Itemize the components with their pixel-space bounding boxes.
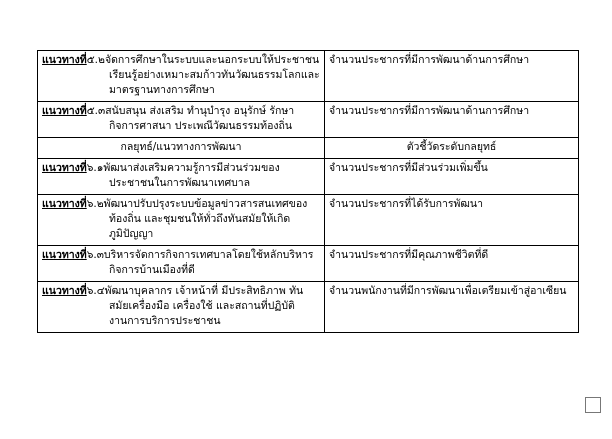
guideline-text: บริหารจัดการกิจการเทศบาลโดยใช้หลักบริหารกิจการบ้านเมืองที่ดี bbox=[103, 249, 314, 276]
guideline-text: พัฒนาปรับปรุงระบบข้อมูลข่าวสารสนเทศของท้องถิ่น และชุมชนให้ทั่วถึงทันสมัยให้เกิดภูมิปัญญา bbox=[103, 198, 308, 240]
guideline-number: ๖.๔ bbox=[86, 285, 105, 297]
table-row bbox=[38, 282, 579, 333]
indicator-cell: จำนวนประชากรที่มีคุณภาพชีวิตที่ดี bbox=[325, 246, 579, 282]
guideline-label: แนวทางที่ bbox=[42, 249, 87, 261]
indicator-cell: จำนวนประชากรที่มีการพัฒนาด้านการศึกษา bbox=[325, 51, 579, 102]
guideline-cell bbox=[38, 195, 325, 246]
guideline-number: ๕.๓ bbox=[86, 105, 106, 117]
indicator-cell: จำนวนประชากรที่มีส่วนร่วมเพิ่มขึ้น bbox=[325, 159, 579, 195]
table-row bbox=[38, 102, 579, 138]
guideline-cell bbox=[38, 246, 325, 282]
guideline-label: แนวทางที่ bbox=[42, 285, 87, 297]
table-header-row bbox=[38, 138, 579, 159]
guideline-label: แนวทางที่ bbox=[42, 198, 87, 210]
guideline-number: ๕.๒ bbox=[86, 54, 105, 66]
strategy-table bbox=[37, 50, 579, 333]
table-row bbox=[38, 246, 579, 282]
table-row bbox=[38, 195, 579, 246]
page-corner-box bbox=[585, 397, 601, 413]
guideline-text: พัฒนาส่งเสริมความรู้การมีส่วนร่วมของประชาชนในการพัฒนาเทศบาล bbox=[103, 162, 280, 189]
guideline-label: แนวทางที่ bbox=[42, 105, 87, 117]
indicator-cell: จำนวนพนักงานที่มีการพัฒนาเพื่อเตรียมเข้าสู่อาเซียน bbox=[325, 282, 579, 333]
indicator-cell: จำนวนประชากรที่มีการพัฒนาด้านการศึกษา bbox=[325, 102, 579, 138]
guideline-number: ๖.๓ bbox=[86, 249, 104, 261]
guideline-text: จัดการศึกษาในระบบและนอกระบบให้ประชาชนเรียนรู้อย่างเหมาะสมก้าวทันวัฒนธรรมโลกและมาตรฐานทางการศึกษา bbox=[104, 54, 320, 96]
table-row bbox=[38, 159, 579, 195]
guideline-text: พัฒนาบุคลากร เจ้าหน้าที่ มีประสิทธิภาพ ทันสมัยเครื่องมือ เครื่องใช้ และสถานที่ปฏิบัติงานการบริการประชาชน bbox=[104, 285, 304, 327]
table-row bbox=[38, 51, 579, 102]
header-strategy: กลยุทธ์/แนวทางการพัฒนา bbox=[38, 138, 325, 159]
guideline-label: แนวทางที่ bbox=[42, 162, 87, 174]
guideline-cell bbox=[38, 51, 325, 102]
guideline-cell bbox=[38, 159, 325, 195]
guideline-label: แนวทางที่ bbox=[42, 54, 87, 66]
guideline-number: ๖.๑ bbox=[86, 162, 104, 174]
guideline-cell bbox=[38, 102, 325, 138]
guideline-text: สนับสนุน ส่งเสริม ทำนุบำรุง อนุรักษ์ รักษากิจการศาสนา ประเพณีวัฒนธรรมท้องถิ่น bbox=[105, 105, 295, 132]
indicator-cell: จำนวนประชากรที่ได้รับการพัฒนา bbox=[325, 195, 579, 246]
guideline-number: ๖.๒ bbox=[86, 198, 104, 210]
header-indicator: ตัวชี้วัดระดับกลยุทธ์ bbox=[325, 138, 579, 159]
guideline-cell bbox=[38, 282, 325, 333]
